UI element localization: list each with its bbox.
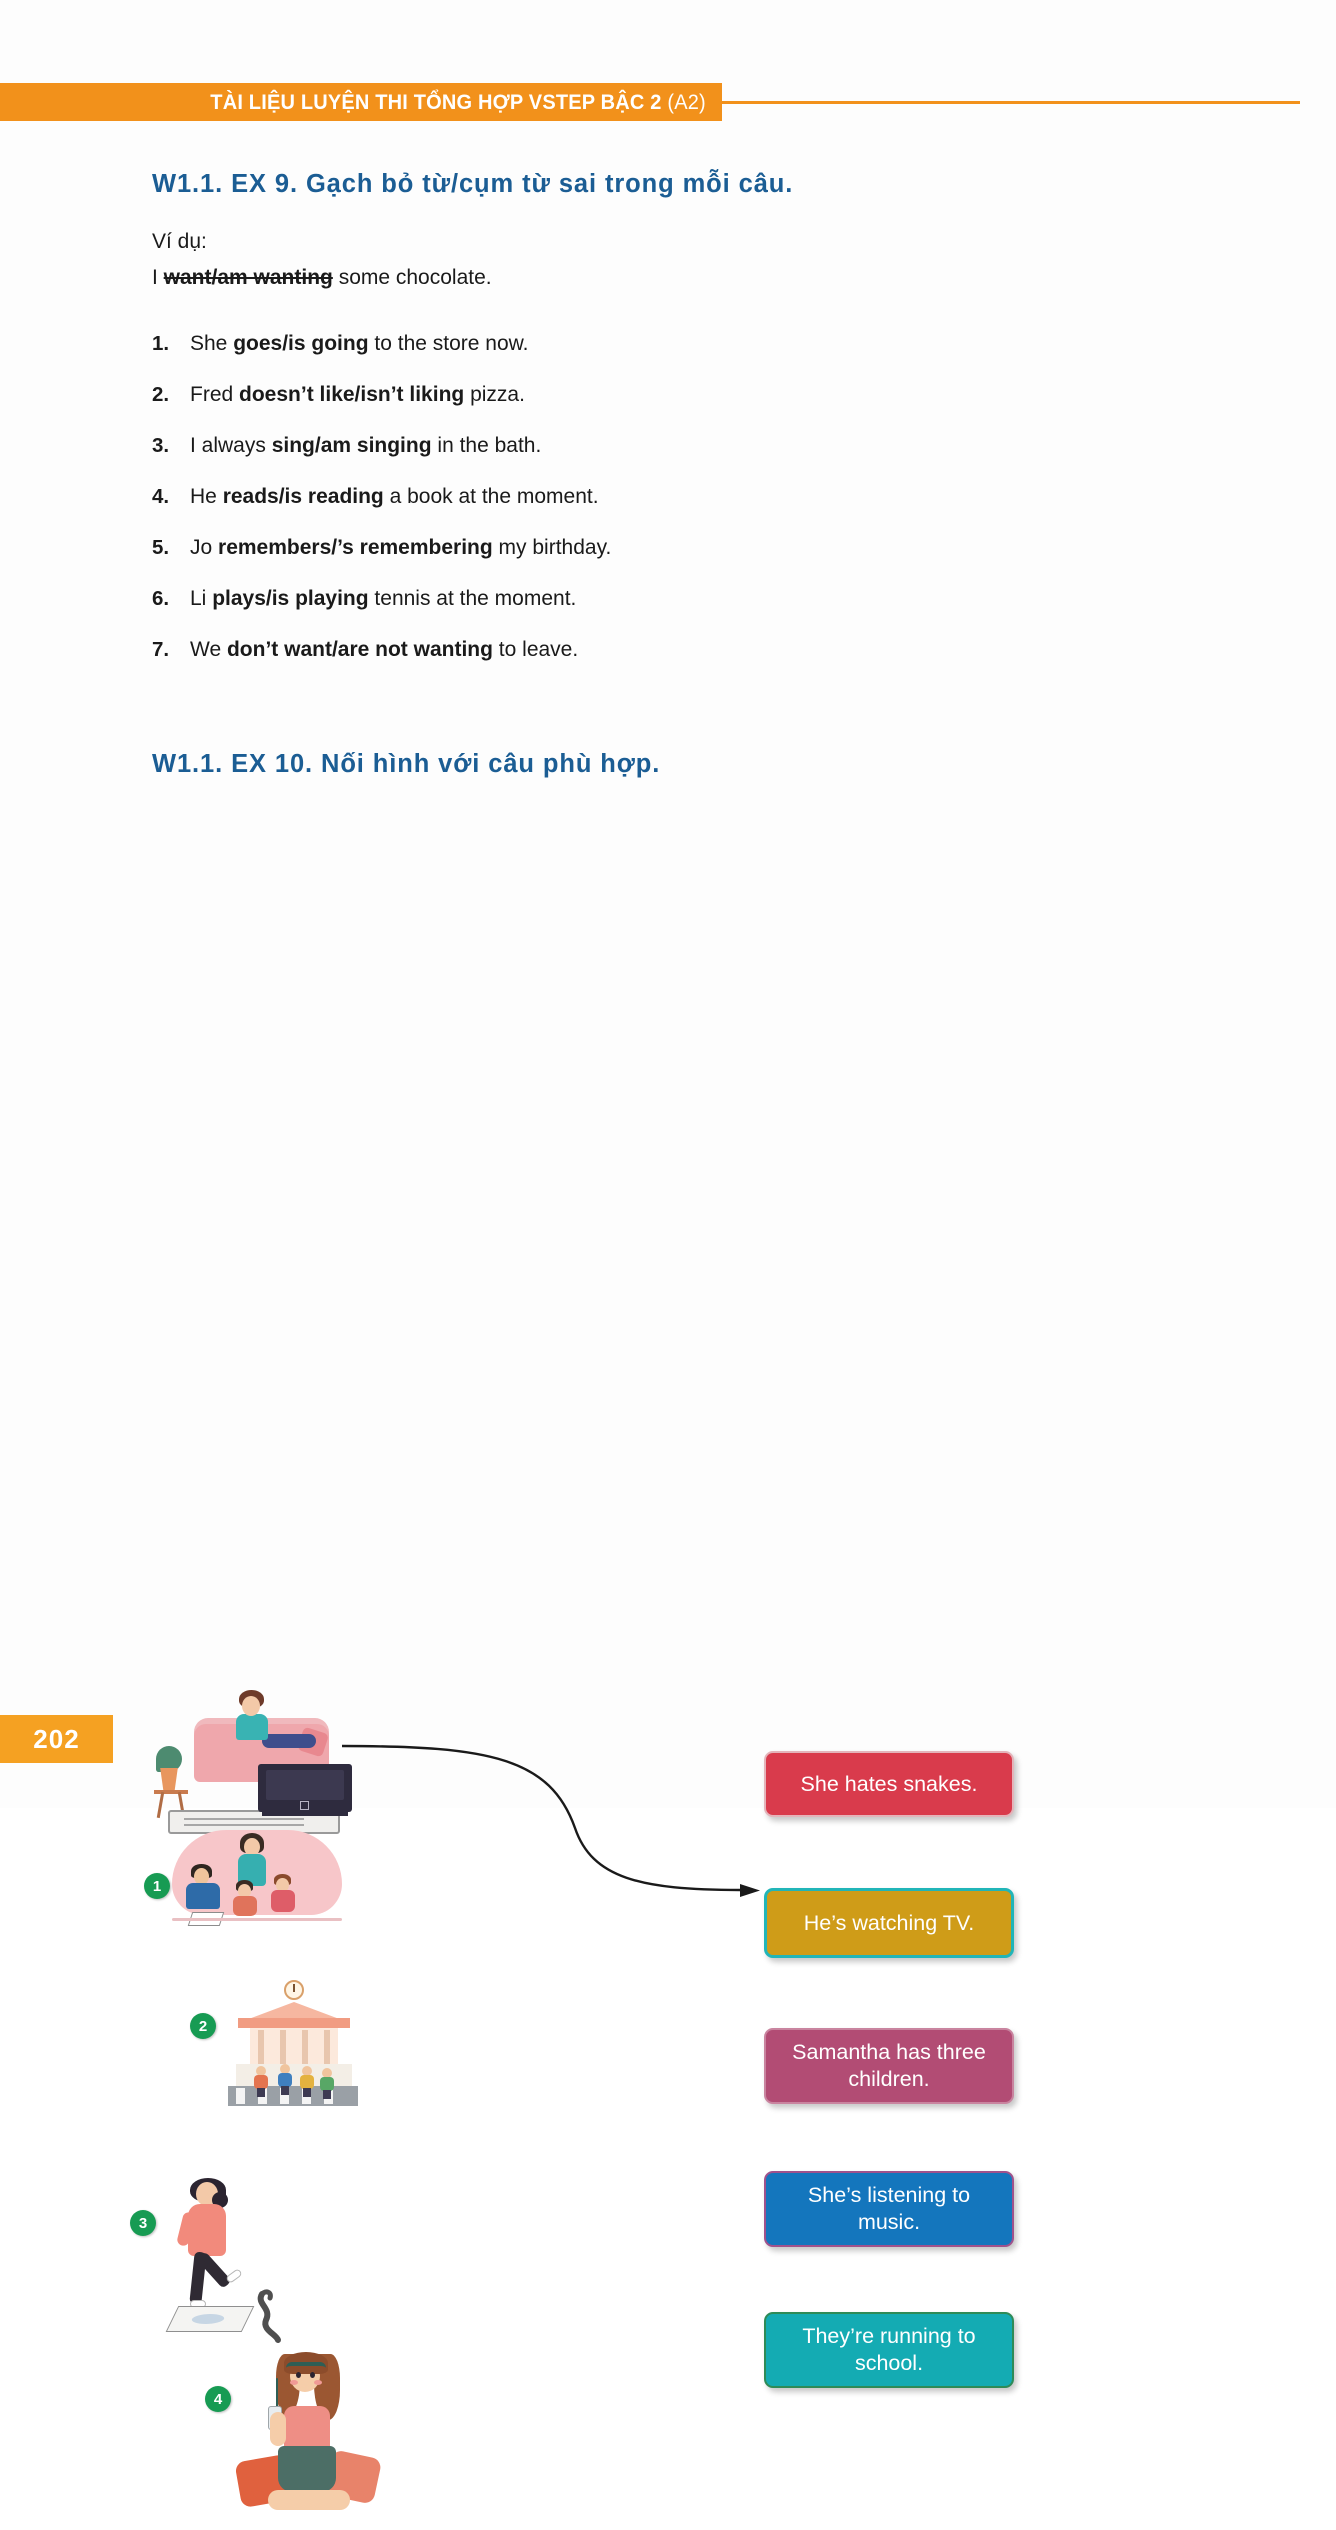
tv-screen [266, 1770, 344, 1800]
person-body [186, 1883, 220, 1909]
item-before: We [190, 638, 227, 661]
picture-woman-snake[interactable] [168, 2178, 328, 2358]
shoe-icon [225, 2268, 243, 2284]
answer-box-hes-watching-tv[interactable] [764, 1888, 1014, 1958]
picture-badge-3: 3 [130, 2210, 156, 2236]
person-body [236, 1714, 268, 1740]
example-sentence [152, 266, 492, 290]
item-text [190, 536, 611, 560]
child-body [271, 1890, 295, 1912]
item-number: 1. [152, 332, 170, 355]
person-cheek [314, 2380, 322, 2385]
person-head [242, 1696, 260, 1716]
item-number: 3. [152, 434, 170, 457]
item-after: my birthday. [492, 536, 612, 559]
side-table [154, 1790, 188, 1794]
child-legs [303, 2088, 311, 2097]
crosswalk [228, 2086, 358, 2106]
item-number: 4. [152, 485, 170, 508]
person-eye [296, 2372, 301, 2378]
child-figure [320, 2068, 334, 2096]
page-header [0, 83, 1336, 121]
header-title-strong: VSTEP BẬC 2 [528, 89, 668, 114]
tv-stand [262, 1810, 348, 1816]
item-after: to leave. [492, 638, 579, 661]
item-text [190, 587, 576, 611]
item-bold-choice[interactable]: reads/is reading [222, 485, 384, 508]
plant-pot [158, 1768, 180, 1790]
person-legs [268, 2490, 350, 2510]
answer-text: They’re running to school. [802, 2324, 976, 2375]
example-struck-phrase: want/am wanting [163, 266, 333, 289]
item-text [190, 638, 578, 662]
header-title-prefix: TÀI LIỆU LUYỆN THI TỔNG HỢP [210, 89, 529, 114]
crosswalk-stripe [236, 2088, 245, 2104]
answer-box-samantha-has-three-children[interactable] [764, 2028, 1014, 2104]
list-item [152, 332, 852, 383]
list-item [152, 638, 852, 689]
item-bold-choice[interactable]: doesn’t like/isn’t liking [239, 383, 465, 406]
header-title-suffix: (A2) [667, 89, 706, 114]
person-skirt [278, 2446, 336, 2492]
exercise-9-question-list [152, 332, 852, 689]
list-item [152, 485, 852, 536]
header-title [210, 90, 706, 115]
item-before: She [190, 332, 234, 355]
child-figure [278, 2064, 292, 2096]
picture-family-children[interactable] [172, 1828, 342, 1948]
item-after: in the bath. [431, 434, 542, 457]
person-body [188, 2204, 226, 2256]
item-text [190, 434, 541, 458]
item-bold-choice[interactable]: plays/is playing [212, 587, 369, 610]
item-number: 2. [152, 383, 170, 406]
picture-school-crossing[interactable] [228, 1974, 358, 2112]
header-rule-line [722, 101, 1300, 104]
tv-button [300, 1801, 309, 1810]
school-column [302, 2030, 308, 2064]
picture-badge-1: 1 [144, 1873, 170, 1899]
list-item [152, 536, 852, 587]
example-after: some chocolate. [332, 266, 492, 289]
answer-text: She’s listening to music. [807, 2183, 971, 2234]
child-body [278, 2073, 292, 2087]
child-body [300, 2075, 314, 2089]
person-legs [262, 1734, 316, 1748]
page-number: 202 [33, 1723, 80, 1754]
answer-text: He’s watching TV. [803, 1910, 975, 1935]
answer-text: She hates snakes. [800, 1771, 978, 1796]
item-after: pizza. [464, 383, 525, 406]
person-eye [310, 2372, 315, 2378]
list-item [152, 434, 852, 485]
item-before: I always [190, 434, 272, 457]
school-column [258, 2030, 264, 2064]
picture-badge-4: 4 [205, 2386, 231, 2412]
answer-box-shes-listening-to-music[interactable] [764, 2171, 1014, 2247]
picture-badge-2: 2 [190, 2013, 216, 2039]
table-leg [157, 1792, 164, 1818]
example-before: I [152, 266, 164, 289]
school-roof-base [238, 2018, 350, 2028]
item-bold-choice[interactable]: remembers/’s remembering [218, 536, 493, 559]
floor-line [172, 1918, 342, 1921]
item-text [190, 332, 528, 356]
item-before: Jo [190, 536, 219, 559]
exercise-9-title: W1.1. EX 9. Gạch bỏ từ/cụm từ sai trong mỗi câu. [152, 170, 794, 198]
item-before: He [190, 485, 223, 508]
child-body [233, 1896, 257, 1916]
item-after: to the store now. [368, 332, 529, 355]
header-orange-bar [0, 83, 722, 121]
item-text [190, 383, 525, 407]
picture-woman-music[interactable] [232, 2350, 402, 2530]
exercise-10-title: W1.1. EX 10. Nối hình với câu phù hợp. [152, 750, 661, 778]
item-text [190, 485, 599, 509]
clock-hand [293, 1984, 295, 1992]
item-after: a book at the moment. [383, 485, 599, 508]
headphone-icon [286, 2362, 326, 2368]
list-item [152, 587, 852, 638]
rug-pattern [184, 1818, 304, 1820]
school-column [324, 2030, 330, 2064]
snake-icon [254, 2290, 298, 2342]
answer-box-she-hates-snakes[interactable] [764, 1751, 1014, 1817]
child-body [254, 2075, 268, 2089]
child-figure [254, 2066, 268, 2096]
item-number: 6. [152, 587, 170, 610]
item-bold-choice[interactable]: goes/is going [233, 332, 369, 355]
item-bold-choice[interactable]: sing/am singing [271, 434, 432, 457]
child-legs [257, 2088, 265, 2097]
item-after: tennis at the moment. [368, 587, 577, 610]
item-number: 7. [152, 638, 170, 661]
person-arm [270, 2412, 286, 2446]
item-number: 5. [152, 536, 170, 559]
item-bold-choice[interactable]: don’t want/are not wanting [226, 638, 493, 661]
answer-text: Samantha has three children. [792, 2040, 986, 2091]
child-legs [323, 2090, 331, 2099]
answer-box-theyre-running-to-school[interactable] [764, 2312, 1014, 2388]
list-item [152, 383, 852, 434]
rug-pattern [184, 1824, 304, 1826]
child-legs [281, 2086, 289, 2095]
person-cheek [290, 2380, 298, 2385]
item-before: Fred [190, 383, 240, 406]
example-label: Ví dụ: [152, 230, 207, 253]
school-column [280, 2030, 286, 2064]
child-figure [300, 2066, 314, 2096]
page-number-badge [0, 1715, 113, 1763]
item-before: Li [190, 587, 213, 610]
connector-arrow [340, 1738, 780, 1938]
child-body [320, 2077, 334, 2091]
